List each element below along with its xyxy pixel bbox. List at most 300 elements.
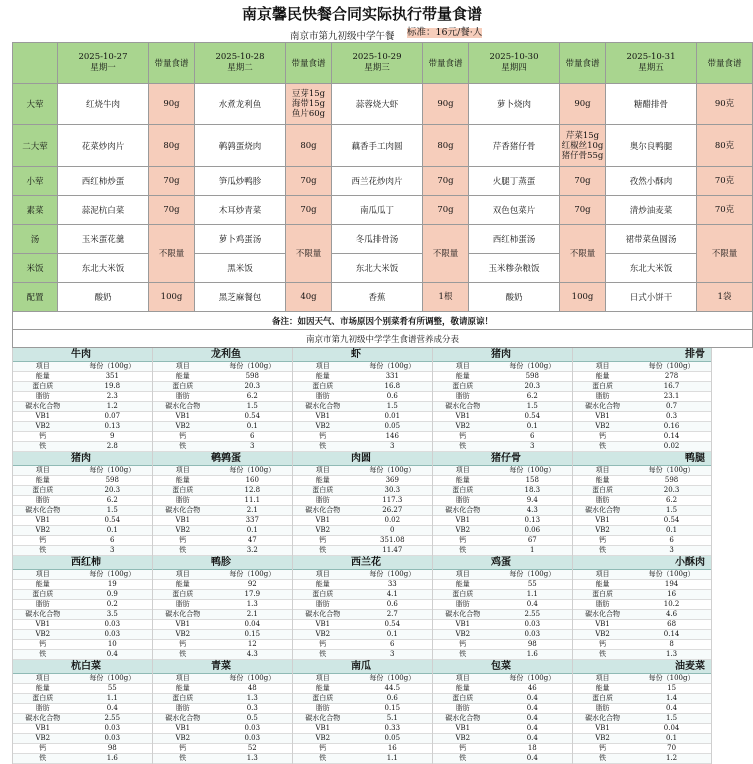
- nutrient-value: 1.5: [666, 714, 678, 722]
- nutrient-label: 项目: [315, 362, 330, 370]
- nutrition-row: [433, 466, 572, 476]
- dish-name: 萝卜烧肉: [469, 84, 560, 125]
- nutrition-row: [433, 536, 572, 546]
- nutrient-label: 铁: [319, 546, 327, 554]
- nutrient-label: 碳水化合物: [165, 714, 201, 722]
- rice-name: 东北大米饭: [332, 254, 423, 283]
- nutrient-value: 1.6: [526, 650, 538, 658]
- nutrient-value: 0.9: [106, 590, 118, 598]
- dish-amount: 80克: [697, 125, 753, 167]
- nutrition-row: [293, 372, 432, 382]
- nutrition-row: [13, 684, 152, 694]
- nutrition-row: [13, 704, 152, 714]
- nutrition-item: [292, 348, 432, 452]
- nutrient-label: 蛋白质: [592, 382, 614, 390]
- nutrient-label: 碳水化合物: [585, 402, 621, 410]
- nutrient-label: VB1: [35, 620, 51, 628]
- nutrition-row: [573, 754, 711, 764]
- nutrition-row: [293, 486, 432, 496]
- nutrient-label: 蛋白质: [312, 382, 334, 390]
- dish-name: 芹香猪仔骨: [469, 125, 560, 167]
- nutrient-label: 钙: [179, 744, 187, 752]
- nutrition-row: [13, 516, 152, 526]
- ingredient-name: 鸭腿: [685, 453, 705, 464]
- nutrient-value: 0.54: [663, 516, 680, 524]
- nutrient-value: 16: [667, 590, 677, 598]
- extra-name: 酸奶: [469, 283, 560, 312]
- nutrition-item: [292, 556, 432, 660]
- nutrition-row: [13, 600, 152, 610]
- menu-grid: [12, 42, 753, 348]
- std-header: 带量食谱: [560, 43, 606, 84]
- nutrition-row: [573, 382, 711, 392]
- dish-amount: 70g: [560, 167, 606, 196]
- nutrition-item: [432, 556, 572, 660]
- nutrient-label: 项目: [595, 674, 610, 682]
- nutrient-value: 2.8: [106, 442, 118, 450]
- nutrient-label: 脂肪: [455, 496, 470, 504]
- dish-name: 糖醋排骨: [606, 84, 697, 125]
- dish-name: 蒜蓉烧大虾: [332, 84, 423, 125]
- nutrient-value: 0.04: [663, 724, 680, 732]
- nutrient-value: 0.01: [384, 412, 401, 420]
- nutrient-label: 碳水化合物: [445, 506, 481, 514]
- nutrition-item: [12, 660, 152, 764]
- day-date: 2025-10-28: [215, 52, 265, 62]
- nutrition-row: [573, 744, 711, 754]
- day-weekday: 星期四: [501, 63, 527, 73]
- nutrient-label: VB2: [455, 734, 471, 742]
- nutrient-label: 钙: [179, 432, 187, 440]
- nutrient-value: 0.6: [386, 600, 398, 608]
- nutrition-row: [13, 382, 152, 392]
- nutrition-row: [13, 476, 152, 486]
- dish-name: 红烧牛肉: [58, 84, 149, 125]
- ingredient-name-bar: [433, 660, 572, 674]
- nutrient-label: VB2: [595, 734, 610, 742]
- nutrient-label: VB1: [175, 516, 191, 524]
- dish-amount: 70g: [149, 196, 195, 225]
- nutrient-value: 1.1: [526, 590, 538, 598]
- nutrition-row: [153, 590, 292, 600]
- nutrient-value: 3: [669, 546, 674, 554]
- nutrient-label: VB1: [595, 620, 610, 628]
- nutrition-row: [13, 610, 152, 620]
- nutrient-label: 能量: [315, 580, 330, 588]
- nutrition-row: [153, 714, 292, 724]
- nutrient-value: 33: [387, 580, 397, 588]
- nutrient-value: 0.3: [246, 704, 258, 712]
- nutrient-label: VB1: [35, 724, 51, 732]
- dish-amount: 90g: [149, 84, 195, 125]
- rice-name: 黑米饭: [195, 254, 286, 283]
- dish-amount: 芹菜15g 红椒丝10g 猪仔骨55g: [560, 125, 606, 167]
- subtitle: [12, 25, 712, 42]
- nutrient-value: 19: [107, 580, 117, 588]
- nutrition-row: [433, 694, 572, 704]
- nutrition-row: [433, 580, 572, 590]
- nutrient-label: 蛋白质: [452, 382, 474, 390]
- nutrition-row: [573, 630, 711, 640]
- row-label: 米饭: [13, 254, 58, 283]
- ingredient-name-bar: [433, 556, 572, 570]
- nutrient-label: VB2: [35, 734, 51, 742]
- nutrition-item: [152, 660, 292, 764]
- nutrition-row: [433, 630, 572, 640]
- ingredient-name-bar: [293, 660, 432, 674]
- nutrient-value: 337: [245, 516, 259, 524]
- nutrition-row: [433, 402, 572, 412]
- nutrient-value: 0.54: [244, 412, 261, 420]
- nutrient-label: 能量: [595, 684, 610, 692]
- nutrient-label: 项目: [455, 362, 470, 370]
- nutrient-value: 0.5: [246, 714, 258, 722]
- nutrient-value: 15: [667, 684, 677, 692]
- corner-cell: [13, 43, 58, 84]
- nutrient-value: 2.55: [524, 610, 541, 618]
- nutrition-block: [12, 452, 712, 556]
- nutrition-row: [573, 580, 711, 590]
- nutrient-value: 每份（100g）: [89, 362, 136, 370]
- nutrient-label: VB2: [175, 526, 191, 534]
- nutrient-label: 铁: [179, 546, 187, 554]
- nutrition-row: [293, 476, 432, 486]
- nutrient-label: VB1: [175, 620, 191, 628]
- nutrition-row: [293, 402, 432, 412]
- nutrient-label: 脂肪: [455, 704, 470, 712]
- nutrient-value: 369: [385, 476, 399, 484]
- nutrition-row: [153, 650, 292, 660]
- nutrition-row: [153, 422, 292, 432]
- nutrient-value: 10: [107, 640, 117, 648]
- day-weekday: 星期二: [227, 63, 253, 73]
- nutrient-value: 0.4: [666, 704, 678, 712]
- nutrient-value: 每份（100g）: [89, 674, 136, 682]
- soup-name: 裙带菜鱼圆汤: [606, 225, 697, 254]
- nutrient-label: 铁: [179, 650, 187, 658]
- nutrient-label: 铁: [319, 442, 327, 450]
- day-date: 2025-10-30: [489, 52, 539, 62]
- nutrient-label: 脂肪: [175, 392, 190, 400]
- nutrient-label: 能量: [175, 580, 190, 588]
- ingredient-name-bar: [13, 452, 152, 466]
- day-date: 2025-10-31: [626, 52, 676, 62]
- nutrient-value: 351: [105, 372, 119, 380]
- ingredient-name-bar: [573, 556, 711, 570]
- nutrition-row: [153, 724, 292, 734]
- nutrition-item: [12, 452, 152, 556]
- nutrient-value: 6: [250, 432, 255, 440]
- nutrition-row: [293, 496, 432, 506]
- nutrient-label: 碳水化合物: [585, 610, 621, 618]
- std-header: 带量食谱: [423, 43, 469, 84]
- nutrition-row: [573, 694, 711, 704]
- unlimited-cell: 不限量: [423, 225, 469, 283]
- unlimited-cell: 不限量: [286, 225, 332, 283]
- nutrient-label: VB1: [455, 724, 471, 732]
- nutrition-row: [573, 392, 711, 402]
- nutrition-row: [433, 382, 572, 392]
- nutrient-label: 蛋白质: [32, 590, 54, 598]
- nutrition-row: [13, 392, 152, 402]
- nutrient-value: 20.3: [244, 382, 261, 390]
- nutrient-value: 47: [247, 536, 257, 544]
- extra-amount: 1袋: [697, 283, 753, 312]
- nutrient-value: 1.2: [106, 402, 118, 410]
- nutrient-label: 碳水化合物: [25, 506, 61, 514]
- nutrition-row: [13, 536, 152, 546]
- day-header: [606, 43, 697, 84]
- nutrient-label: 钙: [39, 640, 47, 648]
- nutrient-value: 0.06: [524, 526, 541, 534]
- nutrition-row: [153, 684, 292, 694]
- nutrition-row: [293, 516, 432, 526]
- nutrient-value: 4.6: [666, 610, 678, 618]
- extra-name: 黑芝麻餐包: [195, 283, 286, 312]
- row-label: 汤: [13, 225, 58, 254]
- nutrient-label: VB2: [595, 422, 610, 430]
- nutrient-label: VB1: [595, 412, 610, 420]
- nutrition-row: [153, 600, 292, 610]
- nutrient-value: 0.4: [526, 754, 538, 762]
- nutrition-row: [433, 372, 572, 382]
- nutrient-label: 碳水化合物: [305, 402, 341, 410]
- nutrient-value: 598: [105, 476, 119, 484]
- rice-row: [13, 254, 753, 283]
- nutrient-label: 碳水化合物: [165, 610, 201, 618]
- nutrient-label: VB2: [455, 526, 471, 534]
- nutrient-value: 46: [527, 684, 537, 692]
- nutrient-value: 331: [385, 372, 399, 380]
- nutrition-row: [573, 496, 711, 506]
- ingredient-name-bar: [153, 452, 292, 466]
- nutrition-row: [293, 580, 432, 590]
- nutrient-label: 能量: [315, 684, 330, 692]
- nutrition-row: [573, 412, 711, 422]
- dish-name: 花菜炒肉片: [58, 125, 149, 167]
- nutrient-value: 20.3: [524, 382, 541, 390]
- nutrient-value: 0.02: [384, 516, 401, 524]
- nutrition-row: [13, 640, 152, 650]
- nutrition-row: [573, 526, 711, 536]
- nutrient-label: 铁: [39, 754, 47, 762]
- nutrition-row: [13, 546, 152, 556]
- nutrient-value: 12: [247, 640, 257, 648]
- nutrient-label: 脂肪: [175, 496, 190, 504]
- menu-row: [13, 125, 753, 167]
- extra-amount: 40g: [286, 283, 332, 312]
- ingredient-name: 鸭胗: [211, 557, 231, 568]
- nutrition-item: [12, 556, 152, 660]
- nutrition-row: [433, 640, 572, 650]
- nutrition-item: [432, 660, 572, 764]
- dish-amount: 80g: [423, 125, 469, 167]
- nutrition-row: [293, 724, 432, 734]
- nutrition-row: [433, 570, 572, 580]
- nutrient-value: 67: [527, 536, 537, 544]
- nutrient-value: 6.2: [106, 496, 118, 504]
- nutrient-value: 98: [527, 640, 537, 648]
- day-header: [469, 43, 560, 84]
- nutrient-value: 20.3: [663, 486, 680, 494]
- nutrient-value: 0.4: [526, 724, 538, 732]
- ingredient-name-bar: [13, 348, 152, 362]
- nutrition-row: [153, 476, 292, 486]
- nutrition-row: [293, 714, 432, 724]
- nutrient-label: 脂肪: [315, 704, 330, 712]
- ingredient-name: 油麦菜: [675, 661, 705, 672]
- nutrient-label: 脂肪: [175, 704, 190, 712]
- rice-name: 玉米糁杂粮饭: [469, 254, 560, 283]
- nutrient-value: 44.5: [384, 684, 401, 692]
- nutrition-row: [153, 466, 292, 476]
- nutrient-label: VB2: [175, 734, 191, 742]
- unlimited-cell: 不限量: [149, 225, 195, 283]
- nutrient-value: 0.16: [663, 422, 680, 430]
- nutrition-row: [433, 704, 572, 714]
- nutrition-row: [573, 486, 711, 496]
- nutrient-value: 6.2: [526, 392, 538, 400]
- dish-name: 笋瓜炒鸭胗: [195, 167, 286, 196]
- nutrient-label: 碳水化合物: [165, 506, 201, 514]
- nutrition-item: [572, 660, 712, 764]
- nutrient-value: 0.03: [524, 620, 541, 628]
- dish-amount: 90g: [423, 84, 469, 125]
- nutrient-label: VB1: [455, 412, 471, 420]
- nutrition-row: [573, 546, 711, 556]
- nutrition-row: [13, 402, 152, 412]
- nutrient-value: 1.6: [106, 754, 118, 762]
- nutrient-label: VB1: [315, 724, 331, 732]
- nutrient-label: 能量: [175, 476, 190, 484]
- nutrient-value: 6.2: [666, 496, 678, 504]
- extra-name: 香蕉: [332, 283, 423, 312]
- nutrient-value: 1.5: [666, 506, 678, 514]
- dish-amount: 90g: [560, 84, 606, 125]
- dish-amount: 70克: [697, 167, 753, 196]
- nutrition-row: [13, 724, 152, 734]
- nutrient-value: 3: [530, 442, 535, 450]
- nutrient-label: 项目: [35, 466, 50, 474]
- nutrient-value: 146: [385, 432, 399, 440]
- nutrient-value: 3: [390, 442, 395, 450]
- dish-amount: 80g: [286, 125, 332, 167]
- nutrient-label: 蛋白质: [312, 694, 334, 702]
- nutrient-value: 0: [390, 526, 395, 534]
- nutrient-label: 项目: [455, 570, 470, 578]
- nutrient-value: 9: [110, 432, 115, 440]
- nutrient-value: 每份（100g）: [648, 674, 695, 682]
- soup-name: 玉米蛋花羹: [58, 225, 149, 254]
- nutrition-row: [293, 600, 432, 610]
- day-header: [195, 43, 286, 84]
- nutrient-value: 0.7: [666, 402, 678, 410]
- nutrition-row: [153, 382, 292, 392]
- dish-amount: 70克: [697, 196, 753, 225]
- nutrient-label: 铁: [39, 650, 47, 658]
- nutrition-row: [293, 694, 432, 704]
- nutrition-row: [153, 694, 292, 704]
- nutrition-row: [433, 600, 572, 610]
- ingredient-name-bar: [13, 660, 152, 674]
- dish-amount: 80g: [149, 125, 195, 167]
- page-title: 南京馨民快餐合同实际执行带量食谱: [241, 5, 482, 23]
- nutrient-label: 项目: [455, 466, 470, 474]
- nutrient-label: 蛋白质: [592, 486, 614, 494]
- nutrition-row: [13, 630, 152, 640]
- nutrient-value: 0.03: [104, 734, 121, 742]
- nutrient-label: VB2: [175, 630, 191, 638]
- nutrient-value: 每份（100g）: [509, 570, 556, 578]
- nutrient-value: 30.3: [384, 486, 401, 494]
- day-date: 2025-10-29: [352, 52, 402, 62]
- nutrient-label: 脂肪: [35, 704, 50, 712]
- nutrition-row: [433, 754, 572, 764]
- nutrient-value: 0.3: [666, 412, 678, 420]
- nutrition-row: [433, 734, 572, 744]
- dish-amount: 70g: [286, 167, 332, 196]
- nutrition-row: [13, 650, 152, 660]
- dish-amount: 70g: [286, 196, 332, 225]
- nutrient-label: 钙: [459, 744, 467, 752]
- nutrient-value: 0.13: [104, 422, 121, 430]
- nutrient-label: 能量: [455, 476, 470, 484]
- nutrition-row: [153, 630, 292, 640]
- nutrient-value: 158: [525, 476, 539, 484]
- nutrition-row: [573, 590, 711, 600]
- nutrient-value: 23.1: [663, 392, 680, 400]
- nutrient-value: 1.3: [666, 650, 678, 658]
- nutrition-row: [13, 526, 152, 536]
- dish-name: 藕香手工肉圆: [332, 125, 423, 167]
- extra-amount: 100g: [149, 283, 195, 312]
- nutrient-value: 每份（100g）: [229, 362, 276, 370]
- nutrient-value: 每份（100g）: [229, 674, 276, 682]
- nutrition-row: [153, 402, 292, 412]
- nutrient-label: VB2: [595, 526, 610, 534]
- soup-name: 冬瓜排骨汤: [332, 225, 423, 254]
- nutrient-value: 0.1: [526, 422, 538, 430]
- nutrient-label: 蛋白质: [172, 382, 194, 390]
- nutrition-row: [153, 536, 292, 546]
- nutrient-value: 0.04: [244, 620, 261, 628]
- nutrient-label: 脂肪: [315, 392, 330, 400]
- nutrient-value: 1.5: [246, 402, 258, 410]
- menu-row: [13, 196, 753, 225]
- nutrient-label: 钙: [319, 432, 327, 440]
- nutrient-label: 蛋白质: [172, 590, 194, 598]
- nutrient-value: 每份（100g）: [369, 674, 416, 682]
- nutrient-value: 52: [247, 744, 257, 752]
- nutrient-value: 0.1: [666, 526, 678, 534]
- nutrition-row: [293, 744, 432, 754]
- ingredient-name: 包菜: [491, 661, 511, 672]
- nutrition-row: [293, 650, 432, 660]
- nutrient-label: 脂肪: [455, 600, 470, 608]
- nutrient-label: 铁: [459, 754, 467, 762]
- nutrient-value: 0.05: [384, 734, 401, 742]
- nutrient-label: 铁: [179, 754, 187, 762]
- nutrient-label: 能量: [35, 372, 50, 380]
- nutrition-item: [572, 452, 712, 556]
- row-label: 二大荤: [13, 125, 58, 167]
- nutrient-label: 蛋白质: [32, 486, 54, 494]
- nutrient-label: VB2: [315, 526, 331, 534]
- nutrient-value: 0.14: [663, 630, 680, 638]
- nutrient-label: 碳水化合物: [25, 402, 61, 410]
- nutrient-label: 脂肪: [315, 496, 330, 504]
- nutrition-row: [13, 486, 152, 496]
